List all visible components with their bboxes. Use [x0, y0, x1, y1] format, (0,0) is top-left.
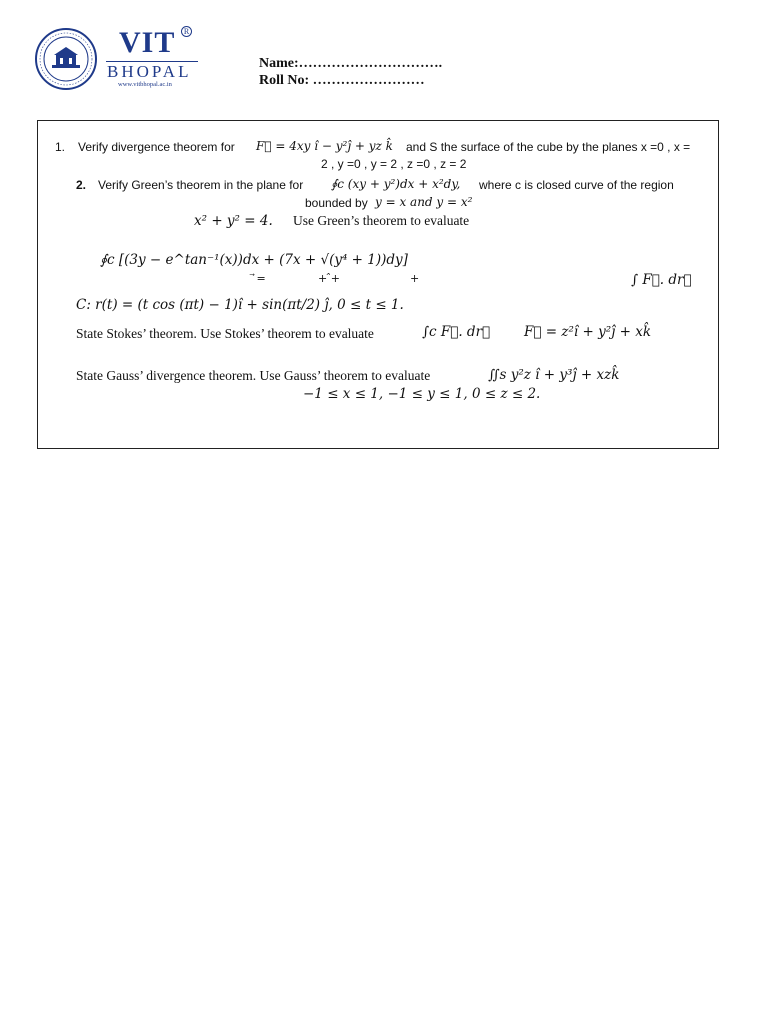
q2-line-integral: ∮c (xy + y²)dx + x²dy,: [331, 177, 461, 191]
q2-number: 2.: [76, 178, 87, 192]
fragment-a: ⃗ =: [253, 272, 266, 285]
q1-number: 1.: [55, 140, 66, 154]
logo-vit-text: VIT: [119, 26, 176, 59]
q1-planes: 2 , y =0 , y = 2 , z =0 , z = 2: [321, 157, 467, 171]
name-field-label: Name:………………………….: [259, 56, 443, 71]
q5-line-integral: ∫c F⃗. dr⃗: [422, 324, 491, 340]
roll-no-field-label: Roll No: ……………………: [259, 73, 425, 88]
q1-text-rest: and S the surface of the cube by the planes x =0 , x =: [406, 140, 691, 154]
q1-text: Verify divergence theorem for: [78, 140, 235, 154]
q6-bounds: −1 ≤ x ≤ 1, −1 ≤ y ≤ 1, 0 ≤ z ≤ 2.: [303, 386, 541, 402]
fragment-integral: ∫ F⃗. dr⃗: [631, 272, 692, 288]
q2-text: Verify Green’s theorem in the plane for: [98, 178, 304, 192]
q5-text: State Stokes’ theorem. Use Stokes’ theorem to evaluate: [76, 326, 374, 341]
q6-text: State Gauss’ divergence theorem. Use Gauss’ theorem to evaluate: [76, 368, 431, 383]
q3-text: Use Green’s theorem to evaluate: [293, 213, 470, 228]
q4-curve-definition: C: r(t) = (t cos (πt) − 1)î + sin(πt/2) ĵ, 0 ≤ t ≤ 1.: [76, 297, 404, 313]
university-seal-icon: [34, 27, 98, 91]
q2-text-rest: where c is closed curve of the region: [479, 178, 674, 192]
registered-mark: R: [181, 26, 192, 37]
q2-bounded-by: bounded by: [305, 196, 368, 210]
fragment-c: +: [410, 272, 420, 285]
q3-circle-equation: x² + y² = 4.: [194, 213, 273, 229]
q6-surface-integral: ∬s y²z î + y³ĵ + xzk̂: [488, 367, 620, 383]
q1-vector-field: F⃗ = 4xy î − y²ĵ + yz k̂: [256, 139, 393, 153]
q2-curves: y = x and y = x²: [375, 195, 473, 209]
q5-vector-field: F⃗ = z²î + y²ĵ + xk̂: [524, 324, 652, 340]
fragment-b: + ̂+: [318, 272, 340, 285]
logo-bhopal-text: BHOPAL: [107, 62, 192, 81]
q3-line-integral: ∮c [(3y − e^tan⁻¹(x))dx + (7x + √(y⁴ + 1))dy]: [100, 252, 408, 268]
logo-website: www.vitbhopal.ac.in: [118, 81, 172, 88]
